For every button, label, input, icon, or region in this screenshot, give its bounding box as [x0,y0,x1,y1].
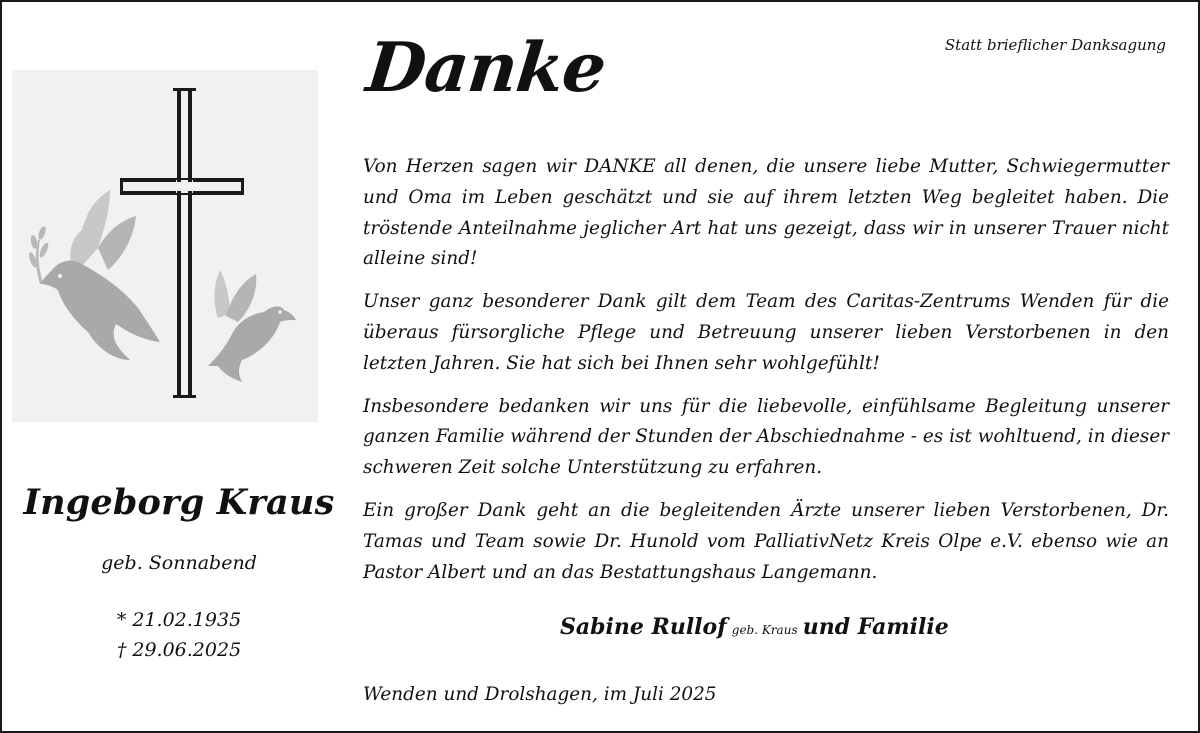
paragraph: Ein großer Dank geht an die begleitenden Ärzte unserer lieben Verstorbenen, Dr. Tamas und Team sowie Dr. Hunold vom PalliativNetz Kreis Olpe e.V. ebenso wie an Pastor Albert und an das Bestattungshaus Langemann. [363,499,1169,583]
death-date: † 29.06.2025 [116,639,242,661]
deceased-maiden-name: geb. Sonnabend [101,552,257,574]
notice-subheading: Statt brieflicher Danksagung [944,36,1166,54]
birth-date: * 21.02.1935 [116,609,242,631]
heading-danke: Danke [362,28,610,108]
signature-maiden: geb. Kraus [731,623,798,637]
dove-icon [208,270,296,382]
paragraph: Insbesondere bedanken wir uns für die liebevolle, einfühlsame Begleitung unserer ganzen Familie während der Stunden der Abschiednahme - es ist wohltuend, in dieser schweren Zeit solche Unterstützung zu erfahren. [363,395,1169,479]
paragraph: Von Herzen sagen wir DANKE all denen, die unsere liebe Mutter, Schwiegermutter und Oma im Leben geschätzt und sie auf ihrem letzten Weg begleitet haben. Die tröstende Anteilnahme jeglicher Art hat uns gezeigt, dass wir in unserer Trauer nicht alleine sind! [363,156,1169,270]
life-dates [12,605,346,665]
memorial-artwork [12,70,318,422]
place-date: Wenden und Drolshagen, im Juli 2025 [363,684,717,705]
paragraph: Unser ganz besonderer Dank gilt dem Team des Caritas-Zentrums Wenden für die überaus fürsorgliche Pflege und Betreuung unserer lieben Verstorbenen in den letzten Jahren. Sie hat sich bei Ihnen sehr wohlgefühlt! [363,291,1169,374]
signature [560,614,949,640]
deceased-name: Ingeborg Kraus [23,482,335,523]
notice-body [363,152,1169,600]
olive-branch-icon [27,225,50,284]
signature-name: Sabine Rullof [560,614,727,640]
signature-suffix: und Familie [802,614,949,640]
dove-icon [40,190,160,360]
